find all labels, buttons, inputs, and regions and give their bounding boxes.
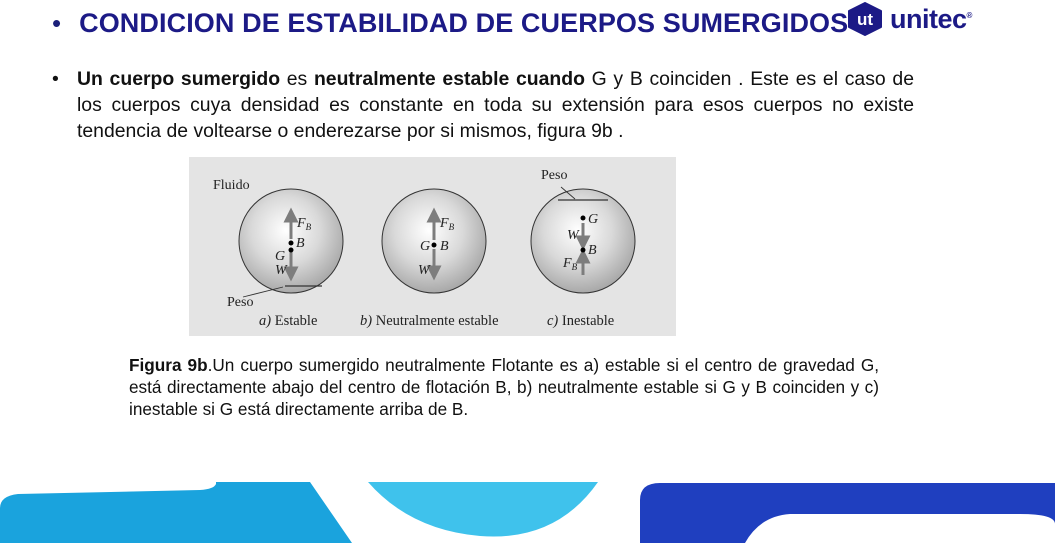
- title-row: [52, 2, 848, 44]
- footer-shape-center: [368, 482, 598, 537]
- title-bullet: •: [52, 7, 62, 38]
- sphere-a: [227, 189, 343, 310]
- g-label-c: G: [588, 212, 599, 227]
- b-label-c: B: [588, 243, 597, 258]
- body-paragraph: [52, 66, 914, 144]
- footer-shape-left: [0, 482, 352, 543]
- sphere-b: [382, 189, 486, 293]
- fb-label-b: $F_B$: [440, 216, 455, 232]
- caption-c: c) Inestable: [547, 313, 615, 329]
- stability-diagram: [189, 157, 676, 336]
- unitec-logo: [846, 2, 972, 36]
- paragraph-seg-3: neutralmente estable cuando: [313, 68, 585, 90]
- paragraph-bullet: •: [52, 68, 59, 90]
- fb-label-c: $F_B$: [563, 256, 578, 272]
- caption-text: .Un cuerpo sumergido neutralmente Flotante es a) estable si el centro de gravedad G, está directamente abajo del centro de flotación B, b) neutralmente estable si G y B coinciden y c) inestable si G está directamente arriba de B.: [129, 355, 879, 419]
- paragraph-seg-1: Un cuerpo sumergido: [77, 68, 281, 90]
- weight-label-c: Peso: [541, 168, 568, 183]
- unitec-badge-icon: [846, 2, 884, 36]
- fluid-label: Fluido: [213, 178, 250, 193]
- b-label-b: B: [440, 239, 449, 254]
- figure-caption: [129, 354, 879, 420]
- caption-a: a) Estable: [259, 313, 318, 329]
- figure-9b: [189, 157, 676, 336]
- sphere-c: [531, 168, 635, 293]
- weight-label-a: Peso: [227, 295, 254, 310]
- g-label-a: G: [275, 249, 286, 264]
- caption-label: Figura 9b: [129, 355, 208, 375]
- g-label-b: G: [420, 239, 431, 254]
- footer-decoration: [0, 470, 1055, 543]
- b-label-a: B: [296, 236, 305, 251]
- logo-text: unitec®: [890, 3, 972, 34]
- paragraph-text: [77, 66, 914, 144]
- w-label-b: W: [418, 263, 430, 278]
- logo-badge-text: ut: [856, 10, 874, 29]
- footer-shape-right: [640, 483, 1055, 543]
- fb-label-a: $F_B$: [297, 216, 312, 232]
- caption-b: b) Neutralmente estable: [360, 313, 499, 329]
- w-label-c: W: [567, 228, 579, 243]
- logo-reg: ®: [966, 10, 972, 20]
- page-title: CONDICION DE ESTABILIDAD DE CUERPOS SUMERGIDOS: [79, 7, 849, 38]
- paragraph-seg-2: es: [280, 68, 314, 90]
- paragraph-seg-4: G y B coinciden . Este es el caso de los cuerpos cuya densidad es constante en toda su extensión para esos cuerpos no existe tendencia de voltearse o enderezarse por si mismos, figura 9b .: [77, 68, 914, 142]
- w-label-a: W: [275, 263, 287, 278]
